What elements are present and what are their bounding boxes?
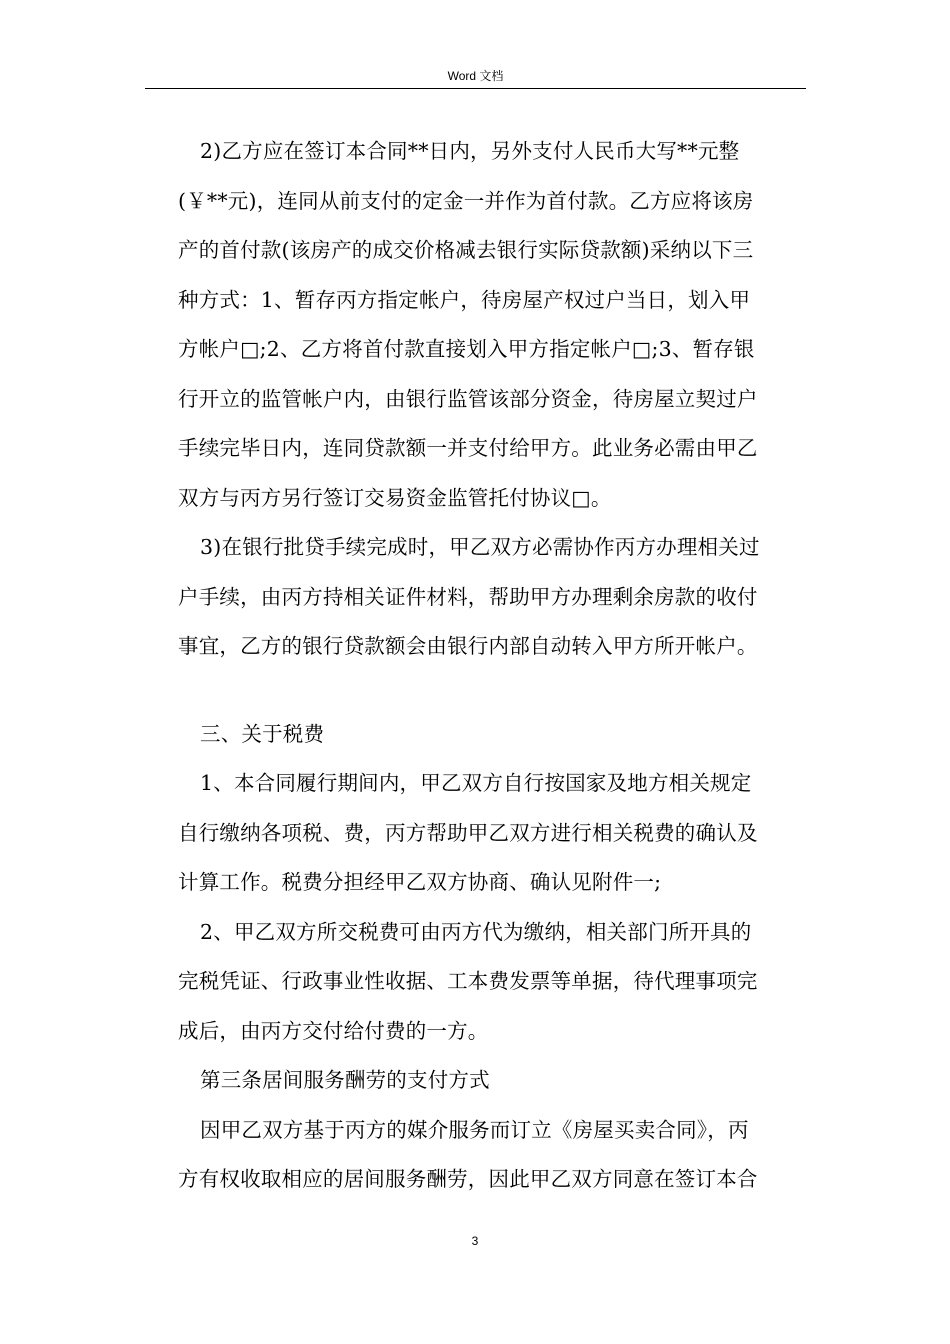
paragraph-line: 因甲乙双方基于丙方的媒介服务而订立《房屋买卖合同》，丙 [200,1117,749,1142]
paragraph-line: 产的首付款(该房产的成交价格减去银行实际贷款额)采纳以下三 [178,238,754,262]
section-heading: 三、关于税费 [200,721,325,746]
paragraph-line: 事宜，乙方的银行贷款额会由银行内部自动转入甲方所开帐户。 [178,634,758,658]
blank-line [178,672,806,710]
paragraph-line: 户手续，由丙方持相关证件材料，帮助甲方办理剩余房款的收付 [178,584,758,609]
paragraph-line: 双方与丙方另行签订交易资金监管托付协议□。 [178,485,612,510]
header-title: Word 文档 [447,69,504,83]
paragraph-line: 自行缴纳各项税、费，丙方帮助甲乙双方进行相关税费的确认及 [178,820,758,845]
paragraph-line: 2)乙方应在签订本合同**日内，另外支付人民币大写**元整 [200,139,740,163]
paragraph-line: 成后，由丙方交付给付费的一方。 [178,1018,489,1043]
paragraph-line: 1、本合同履行期间内，甲乙双方自行按国家及地方相关规定 [200,771,752,795]
paragraph-line: 手续完毕日内，连同贷款额一并支付给甲方。此业务必需由甲乙 [178,436,758,460]
paragraph-line: 方帐户□;2、乙方将首付款直接划入甲方指定帐户□;3、暂存银 [178,337,755,361]
article-heading: 第三条居间服务酬劳的支付方式 [200,1068,490,1092]
page-header [145,66,806,89]
paragraph-line: 3)在银行批贷手续完成时，甲乙双方必需协作丙方办理相关过 [200,535,760,559]
paragraph-line: 行开立的监管帐户内，由银行监管该部分资金，待房屋立契过户 [178,386,758,411]
paragraph-line: (￥**元)，连同从前支付的定金一并作为首付款。乙方应将该房 [178,188,754,213]
paragraph-line: 2、甲乙双方所交税费可由丙方代为缴纳，相关部门所开具的 [200,919,752,944]
paragraph-line: 计算工作。税费分担经甲乙双方协商、确认见附件一; [178,870,662,894]
document-body [178,127,806,1205]
paragraph-line: 种方式：1、暂存丙方指定帐户，待房屋产权过户当日，划入甲 [178,287,751,312]
paragraph-line: 完税凭证、行政事业性收据、工本费发票等单据，待代理事项完 [178,969,758,993]
paragraph-line: 方有权收取相应的居间服务酬劳，因此甲乙双方同意在签订本合 [178,1167,758,1191]
page-number: 3 [471,1234,479,1248]
